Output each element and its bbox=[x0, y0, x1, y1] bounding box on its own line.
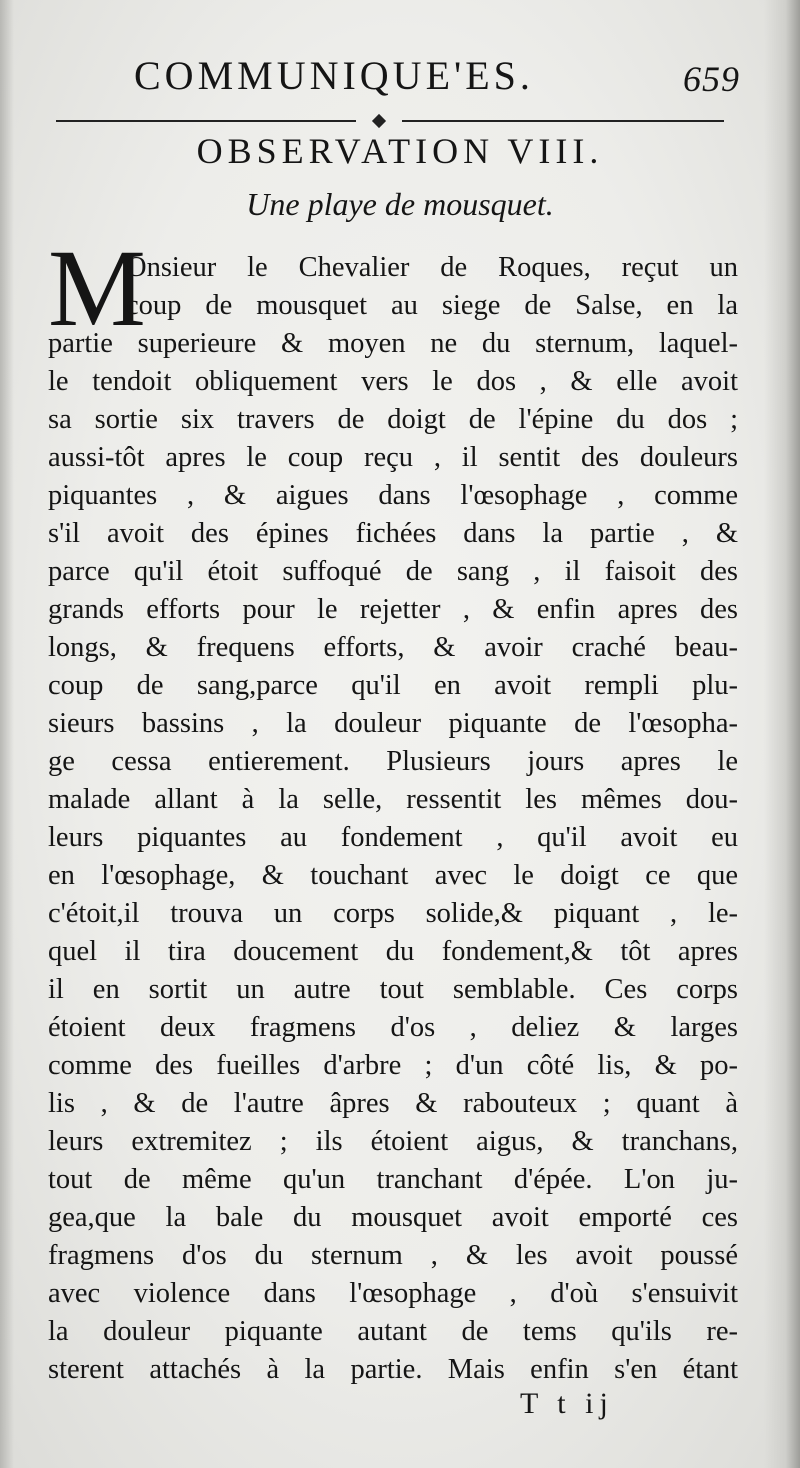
text-line: partie superieure & moyen ne du sternum, laquel- bbox=[48, 328, 738, 359]
text-line: longs, & frequens efforts, & avoir craché beau- bbox=[48, 632, 738, 663]
text-line: fragmens d'os du sternum , & les avoit poussé bbox=[48, 1240, 738, 1271]
text-line: avec violence dans l'œsophage , d'où s'ensuivit bbox=[48, 1278, 738, 1309]
text-line: étoient deux fragmens d'os , deliez & larges bbox=[48, 1012, 738, 1043]
text-line: s'il avoit des épines fichées dans la partie , & bbox=[48, 518, 738, 549]
page-number: 659 bbox=[683, 59, 740, 99]
text-line: ge cessa entierement. Plusieurs jours apres le bbox=[48, 746, 738, 777]
text-line: aussi-tôt apres le coup reçu , il sentit des douleurs bbox=[48, 442, 738, 473]
text-line: leurs extremitez ; ils étoient aigus, & tranchans, bbox=[48, 1126, 738, 1157]
text-line: quel il tira doucement du fondement,& tôt apres bbox=[48, 936, 738, 967]
text-line: tout de même qu'un tranchant d'épée. L'on ju- bbox=[48, 1164, 738, 1195]
observation-subheading: Une playe de mousquet. bbox=[246, 186, 554, 222]
text-line: lis , & de l'autre âpres & rabouteux ; quant à bbox=[48, 1088, 738, 1119]
rule-left-line bbox=[56, 120, 356, 122]
text-line: comme des fueilles d'arbre ; d'un côté lis, & po- bbox=[48, 1050, 738, 1081]
text-line: coup de sang,parce qu'il en avoit rempli plu- bbox=[48, 670, 738, 701]
rule-ornament-icon bbox=[372, 114, 386, 128]
text-line: le tendoit obliquement vers le dos , & elle avoit bbox=[48, 366, 738, 397]
text-line: en l'œsophage, & touchant avec le doigt ce que bbox=[48, 860, 738, 891]
text-line: grands efforts pour le rejetter , & enfin apres des bbox=[48, 594, 738, 625]
signature-mark: T t ij bbox=[520, 1387, 614, 1420]
text-line: coup de mousquet au siege de Salse, en la bbox=[126, 290, 738, 321]
text-line: sieurs bassins , la douleur piquante de l'œsopha- bbox=[48, 708, 738, 739]
text-line: piquantes , & aigues dans l'œsophage , comme bbox=[48, 480, 738, 511]
observation-heading: OBSERVATION VIII. bbox=[196, 131, 604, 171]
running-title: COMMUNIQUE'ES. bbox=[134, 53, 534, 98]
text-line: c'étoit,il trouva un corps solide,& piquant , le- bbox=[48, 898, 738, 929]
text-line: parce qu'il étoit suffoqué de sang , il faisoit des bbox=[48, 556, 738, 587]
text-line: Onsieur le Chevalier de Roques, reçut un bbox=[126, 252, 738, 283]
rule-right-line bbox=[402, 120, 724, 122]
text-line: gea,que la bale du mousquet avoit emporté ces bbox=[48, 1202, 738, 1233]
text-line: il en sortit un autre tout semblable. Ces corps bbox=[48, 974, 738, 1005]
text-line: sterent attachés à la partie. Mais enfin s'en étant bbox=[48, 1354, 738, 1385]
text-line: sa sortie six travers de doigt de l'épine du dos ; bbox=[48, 404, 738, 435]
ornamental-rule bbox=[56, 118, 724, 124]
text-line: malade allant à la selle, ressentit les mêmes dou- bbox=[48, 784, 738, 815]
text-line: la douleur piquante autant de tems qu'ils re- bbox=[48, 1316, 738, 1347]
text-line: leurs piquantes au fondement , qu'il avoit eu bbox=[48, 822, 738, 853]
running-head bbox=[60, 52, 740, 104]
drop-cap: M bbox=[48, 227, 146, 349]
